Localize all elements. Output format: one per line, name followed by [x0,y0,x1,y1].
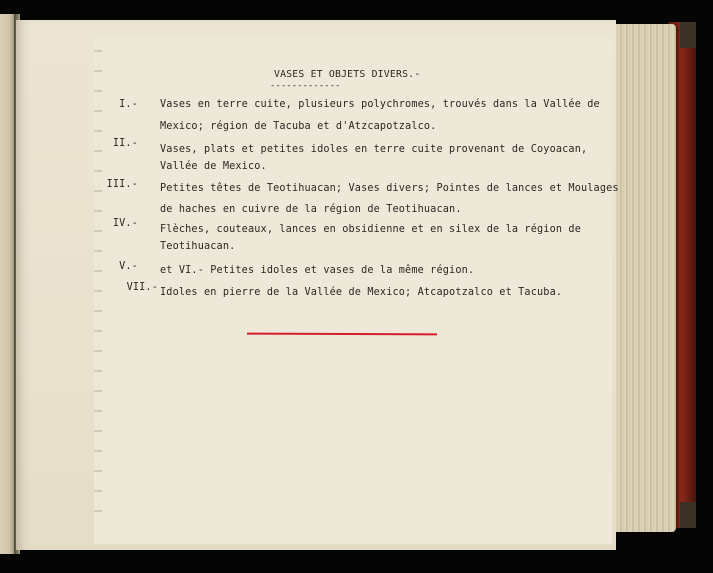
entry-numeral: VII.- [126,282,158,293]
entry-numeral: I.- [119,99,138,110]
title-underline: ------------- [270,81,341,91]
cover-corner-top [680,22,696,48]
entry-line: Flèches, couteaux, lances en obsidienne et en silex de la région de [160,224,581,235]
entry-line: Vases, plats et petites idoles en terre cuite provenant de Coyoacan, [160,144,588,155]
entry-numeral: III.- [106,179,138,190]
entry-line: et VI.- Petites idoles et vases de la même région. [160,265,475,276]
cover-corner-bottom [680,502,696,528]
margin-marks [94,50,102,520]
page-stack-edges [612,24,676,532]
entry-line: Petites têtes de Teotihuacan; Vases divers; Pointes de lances et Moulages [160,183,619,194]
entry-line: Mexico; région de Tacuba et d'Atzcapotzalco. [160,121,437,132]
entry-line: de haches en cuivre de la région de Teotihuacan. [160,204,462,215]
entry-line: Idoles en pierre de la Vallée de Mexico; Atcapotzalco et Tacuba. [160,287,563,298]
entry-line: Teotihuacan. [160,241,236,252]
entry-numeral: IV.- [112,218,138,229]
document-title: VASES ET OBJETS DIVERS.- [274,69,421,80]
entry-numeral: II.- [112,138,138,149]
entry-numeral: V.- [119,261,138,272]
entry-line: Vallée de Mexico. [160,161,267,172]
entry-line: Vases en terre cuite, plusieurs polychromes, trouvés dans la Vallée de [160,99,600,110]
